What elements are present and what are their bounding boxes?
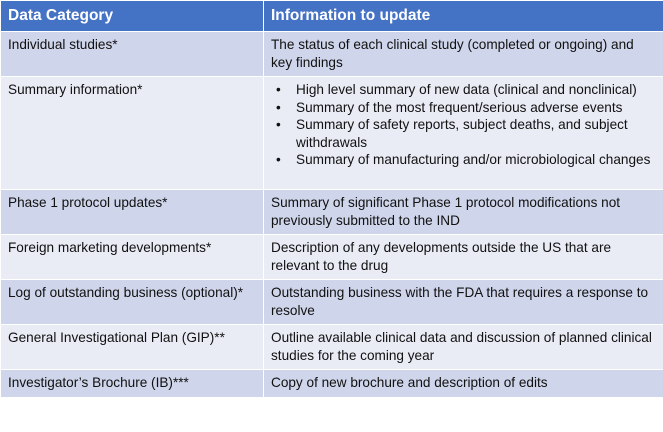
table-row <box>1 325 663 370</box>
category-cell: Individual studies* <box>1 32 264 77</box>
table-row <box>1 190 663 235</box>
category-cell: Phase 1 protocol updates* <box>1 190 264 235</box>
header-row <box>1 1 663 32</box>
header-information-to-update: Information to update <box>264 1 663 32</box>
info-cell: Copy of new brochure and description of edits <box>264 370 663 398</box>
category-cell: Foreign marketing developments* <box>1 235 264 280</box>
info-cell <box>264 77 663 190</box>
table-row <box>1 235 663 280</box>
summary-bullet-list <box>271 81 656 169</box>
bullet-item: • Summary of the most frequent/serious adverse events <box>296 99 656 117</box>
category-cell: Investigator’s Brochure (IB)*** <box>1 370 264 398</box>
table-row <box>1 77 663 190</box>
table-row <box>1 370 663 398</box>
info-cell: Outline available clinical data and discussion of planned clinical studies for the coming year <box>264 325 663 370</box>
info-cell: Outstanding business with the FDA that requires a response to resolve <box>264 280 663 325</box>
info-cell: Description of any developments outside the US that are relevant to the drug <box>264 235 663 280</box>
table-row <box>1 280 663 325</box>
info-cell: The status of each clinical study (completed or ongoing) and key findings <box>264 32 663 77</box>
category-cell: General Investigational Plan (GIP)** <box>1 325 264 370</box>
info-cell: Summary of significant Phase 1 protocol modifications not previously submitted to the IND <box>264 190 663 235</box>
category-cell: Summary information* <box>1 77 264 190</box>
header-data-category: Data Category <box>1 1 264 32</box>
bullet-item: • Summary of manufacturing and/or microbiological changes <box>296 151 656 169</box>
table-row <box>1 32 663 77</box>
category-cell: Log of outstanding business (optional)* <box>1 280 264 325</box>
bullet-item: • High level summary of new data (clinical and nonclinical) <box>296 81 656 99</box>
bullet-item: • Summary of safety reports, subject deaths, and subject withdrawals <box>296 116 656 151</box>
